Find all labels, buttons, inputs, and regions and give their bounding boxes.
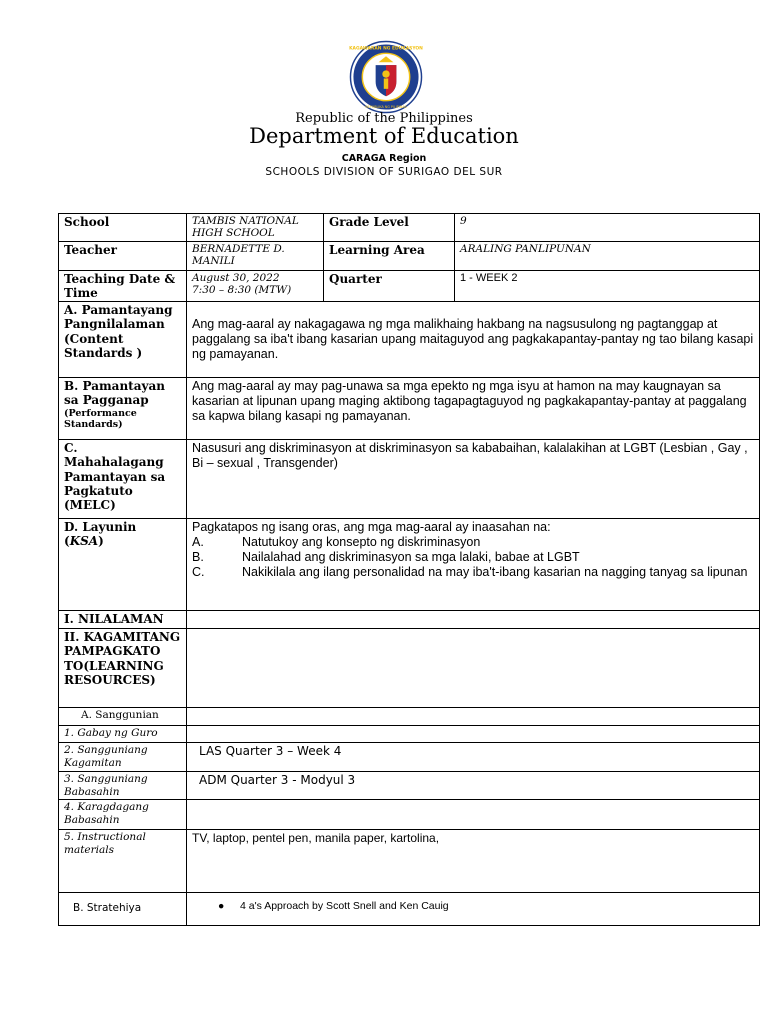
bullet-icon: ● — [218, 900, 225, 913]
melc-text: Nasusuri ang diskriminasyon at diskriminasyon sa kababaihan, kalalakihan at LGBT (Lesbian , Gay , Bi – sexual , Transgender) — [187, 440, 760, 519]
teacher-label: Teacher — [59, 242, 187, 271]
sanggunian-text — [187, 708, 760, 726]
layunin-item — [192, 565, 754, 580]
instructional-label: 5. Instructional materials — [59, 830, 187, 893]
stratehiya-item — [192, 894, 754, 912]
melc-label: C. Mahahalagang Pamantayan sa Pagkatuto (MELC) — [59, 440, 187, 519]
school-row — [59, 214, 760, 242]
learning-area-value: ARALING PANLIPUNAN — [455, 242, 760, 271]
department-title: Department of Education — [249, 124, 519, 148]
layunin-item-letter: C. — [192, 564, 205, 579]
layunin-item-text: Nakikilala ang ilang personalidad na may iba't-ibang kasarian na nagging tanyag sa lipunan — [242, 564, 748, 579]
kagamitan-text — [187, 629, 760, 708]
gabay-label: 1. Gabay ng Guro — [59, 726, 187, 743]
gabay-text — [187, 726, 760, 743]
babasahin-text: ADM Quarter 3 - Modyul 3 — [187, 772, 760, 800]
kagamitan-ref-label: 2. Sangguniang Kagamitan — [59, 743, 187, 772]
layunin-label — [59, 519, 187, 611]
babasahin-label: 3. Sangguniang Babasahin — [59, 772, 187, 800]
melc-row — [59, 440, 760, 519]
performance-standards-title: B. Pamantayan sa Pagganap — [64, 379, 165, 408]
layunin-item-text: Nailalahad ang diskriminasyon sa mga lalaki, babae at LGBT — [242, 549, 580, 564]
region-line: CARAGA Region — [341, 153, 427, 164]
performance-standards-label — [59, 378, 187, 440]
content-standards-row — [59, 302, 760, 378]
teaching-date-label: Teaching Date & Time — [59, 271, 187, 302]
ksa-text: KSA — [69, 534, 99, 549]
karagdagang-label: 4. Karagdagang Babasahin — [59, 800, 187, 830]
teaching-time: 7:30 – 8:30 (MTW) — [192, 284, 292, 297]
ksa-open: ( — [64, 534, 70, 549]
content-standards-text: Ang mag-aaral ay nakagagawa ng mga malikhaing hakbang na nagsusulong ng pagtanggap at paggalang sa iba't ibang kasarian upang maitaguyod ang pagkakapantay-pantay ng tao bilang kasapi ng pamayanan. — [187, 302, 760, 378]
teaching-date-value — [187, 271, 324, 302]
stratehiya-row — [59, 893, 760, 926]
teacher-value: BERNADETTE D. MANILI — [187, 242, 324, 271]
deped-seal-icon — [349, 40, 423, 114]
sanggunian-row — [59, 708, 760, 726]
stratehiya-label: B. Stratehiya — [59, 893, 187, 926]
seal-ring-text: KAGAWARAN NG EDUKASYON — [349, 46, 423, 52]
layunin-item — [192, 550, 754, 565]
teaching-date: August 30, 2022 — [192, 272, 280, 284]
layunin-item-letter: A. — [192, 535, 204, 550]
teacher-row — [59, 242, 760, 271]
date-row — [59, 271, 760, 302]
sanggunian-label: A. Sanggunian — [59, 708, 187, 726]
content-standards-label: A. Pamantayang Pangnilalaman (Content Standards ) — [59, 302, 187, 378]
stratehiya-text: 4 a's Approach by Scott Snell and Ken Cauig — [240, 900, 449, 913]
grade-level-label: Grade Level — [324, 214, 455, 242]
kagamitan-label: II. KAGAMITANG PAMPAGKATO TO(LEARNING RESOURCES) — [59, 629, 187, 708]
seal-lower-text: REPUBLIKA NG PILIPINAS — [365, 105, 407, 110]
karagdagang-text — [187, 800, 760, 830]
kagamitan-ref-text: LAS Quarter 3 – Week 4 — [187, 743, 760, 772]
division-line: SCHOOLS DIVISION OF SURIGAO DEL SUR — [265, 166, 503, 178]
quarter-label: Quarter — [324, 271, 455, 302]
layunin-text — [187, 519, 760, 611]
grade-level-value: 9 — [455, 214, 760, 242]
layunin-item — [192, 535, 754, 550]
stratehiya-cell — [187, 893, 760, 926]
layunin-title: D. Layunin — [64, 520, 137, 535]
babasahin-row — [59, 772, 760, 800]
school-label: School — [59, 214, 187, 242]
ksa-close: ) — [98, 534, 104, 549]
learning-area-label: Learning Area — [324, 242, 455, 271]
instructional-row — [59, 830, 760, 893]
karagdagang-row — [59, 800, 760, 830]
layunin-item-text: Natutukoy ang konsepto ng diskriminasyon — [242, 535, 481, 550]
instructional-text: TV, laptop, pentel pen, manila paper, kartolina, — [187, 830, 760, 893]
quarter-value: 1 - WEEK 2 — [455, 271, 760, 302]
nilalaman-label: I. NILALAMAN — [59, 611, 187, 629]
lesson-log-table — [58, 213, 760, 926]
kagamitan-ref-row — [59, 743, 760, 772]
layunin-item-letter: B. — [192, 549, 204, 564]
nilalaman-text — [187, 611, 760, 629]
nilalaman-row — [59, 611, 760, 629]
gabay-row — [59, 726, 760, 743]
performance-standards-row — [59, 378, 760, 440]
republic-line: Republic of the Philippines — [295, 111, 473, 126]
layunin-ksa — [64, 534, 181, 548]
layunin-row — [59, 519, 760, 611]
performance-standards-text: Ang mag-aaral ay may pag-unawa sa mga epekto ng mga isyu at hamon na may kaugnayan sa kasarian at lipunan upang maging aktibong tagapagtaguyod ng pagkakapantay-pantay at paggalang sa kapwa bilang kasapi ng pamayanan. — [187, 378, 760, 440]
school-value: TAMBIS NATIONAL HIGH SCHOOL — [187, 214, 324, 242]
layunin-intro: Pagkatapos ng isang oras, ang mga mag-aaral ay inaasahan na: — [192, 520, 551, 535]
kagamitan-row — [59, 629, 760, 708]
performance-standards-sub: (Performance Standards) — [64, 407, 137, 430]
